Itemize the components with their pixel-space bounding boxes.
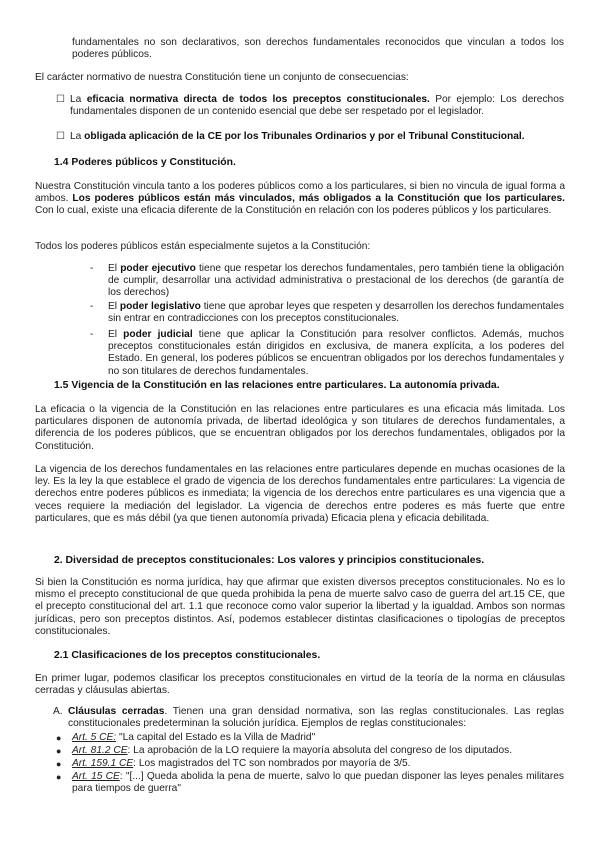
list-item: A. Cláusulas cerradas. Tienen una gran densidad normativa, son las reglas constitucionales. Las reglas constitucionales predeterminan la solución jurídica. Ejemplos de reglas constitucionales: (53, 706, 564, 730)
paragraph: Si bien la Constitución es norma jurídica, hay que afirmar que existen diversos preceptos constitucionales. No es lo mismo el precepto constitucional de que queda prohibida la pena de muerte salvo caso de guerra del art.15 CE, que el precepto constitucional del art. 1.1 que reconoce como valor superior la libertad y la igualdad. Ambos son normas jurídicas, pero son preceptos distintos. Así, podemos establecer distintas clasificaciones o tipologías de preceptos constitucionales. (35, 577, 565, 637)
paragraph: En primer lugar, podemos clasificar los preceptos constitucionales en virtud de la teoría de la norma en cláusulas cerradas y cláusulas abiertas. (35, 673, 565, 697)
list-item: ● Art. 15 CE: "[...] Queda abolida la pena de muerte, salvo lo que puedan disponer las leyes penales militares para tiempos de guerra" (56, 771, 564, 795)
caracter-intro: El carácter normativo de nuestra Constitución tiene un conjunto de consecuencias: (35, 72, 409, 83)
bullet-dot-icon: ● (56, 772, 62, 782)
intro-continuation: fundamentales no son declarativos, son derechos fundamentales reconocidos que vinculan a todos los poderes públicos. (72, 37, 564, 61)
dash-bullet: - (90, 301, 94, 312)
bullet-dot-icon: ● (56, 759, 62, 769)
section-heading-1-5: 1.5 Vigencia de la Constitución en las relaciones entre particulares. La autonomía privada. (54, 380, 500, 391)
list-item: ● Art. 159.1 CE: Los magistrados del TC son nombrados por mayoría de 3/5. (56, 758, 411, 769)
paragraph: La eficacia o la vigencia de la Constitución en las relaciones entre particulares es una eficacia más limitada. Los particulares disponen de autonomía privada, de libertad ideológica y son titulares de derechos fundamentales, a diferencia de los poderes públicos, que se encuentran obligados por los derechos fundamentales, obligados por la Constitución. (35, 404, 565, 452)
paragraph: La vigencia de los derechos fundamentales en las relaciones entre particulares depende en muchas ocasiones de la ley. Es la ley la que establece el grado de vigencia de los derechos fundamentales entre particulares: La vigencia de derechos entre poderes públicos es inmediata; la vigencia de los derechos entre particulares es una vigencia que a veces requiere la mediación del legislador. La vigencia de derechos entre poderes es más fuerte que entre particulares, que es más débil (ya que tienen autonomía privada) Eficacia plena y eficacia debilitada. (35, 464, 565, 524)
section-heading-2-1: 2.1 Clasificaciones de los preceptos constitucionales. (54, 650, 321, 661)
dash-bullet: - (90, 329, 94, 340)
list-item: ● Art. 81.2 CE: La aprobación de la LO requiere la mayoría absoluta del congreso de los diputados. (56, 745, 513, 756)
list-item: ☐ La eficacia normativa directa de todos los preceptos constitucionales. Por ejemplo: Los derechos fundamentales disponen de un contenido esencial que debe ser respetado por el legislador. (56, 94, 564, 118)
list-item: ● Art. 5 CE: "La capital del Estado es la Villa de Madrid" (56, 732, 316, 743)
checkbox-bullet-icon: ☐ (56, 94, 65, 105)
list-item: - El poder legislativo tiene que aprobar leyes que respeten y desarrollen los derechos fundamentales sin entrar en contradicciones con los preceptos constitucionales. (90, 301, 564, 325)
list-item: - El poder ejecutivo tiene que respetar los derechos fundamentales, pero también tiene la obligación de cumplir, desarrollar una actividad administrativa o prestacional de los derechos (de garantía de los derechos) (90, 263, 564, 299)
paragraph: Todos los poderes públicos están especialmente sujetos a la Constitución: (35, 241, 371, 252)
checkbox-bullet-icon: ☐ (56, 131, 65, 142)
alpha-marker: A. (53, 706, 63, 717)
list-item: ☐ La obligada aplicación de la CE por los Tribunales Ordinarios y por el Tribunal Constitucional. (56, 131, 525, 142)
section-heading-1-4: 1.4 Poderes públicos y Constitución. (54, 157, 236, 168)
list-item: - El poder judicial tiene que aplicar la Constitución para resolver conflictos. Además, muchos preceptos constitucionales están dirigidos en exclusiva, de manera explícita, a los poderes del Estado. En general, los poderes públicos se encuentran obligados por los derechos fundamentales y no son titulares de derechos fundamentales. (90, 329, 565, 377)
paragraph: Nuestra Constitución vincula tanto a los poderes públicos como a los particulares, si bien no vincula de igual forma a ambos. Los poderes públicos están más vinculados, más obligados a la Constitución que los particulares. Con lo cual, existe una eficacia diferente de la Constitución en relación con los poderes públicos y los particulares. (35, 181, 565, 217)
bullet-dot-icon: ● (56, 733, 62, 743)
section-heading-2: 2. Diversidad de preceptos constitucionales: Los valores y principios constitucionales. (54, 555, 485, 566)
bullet-dot-icon: ● (56, 746, 62, 756)
dash-bullet: - (90, 263, 94, 274)
